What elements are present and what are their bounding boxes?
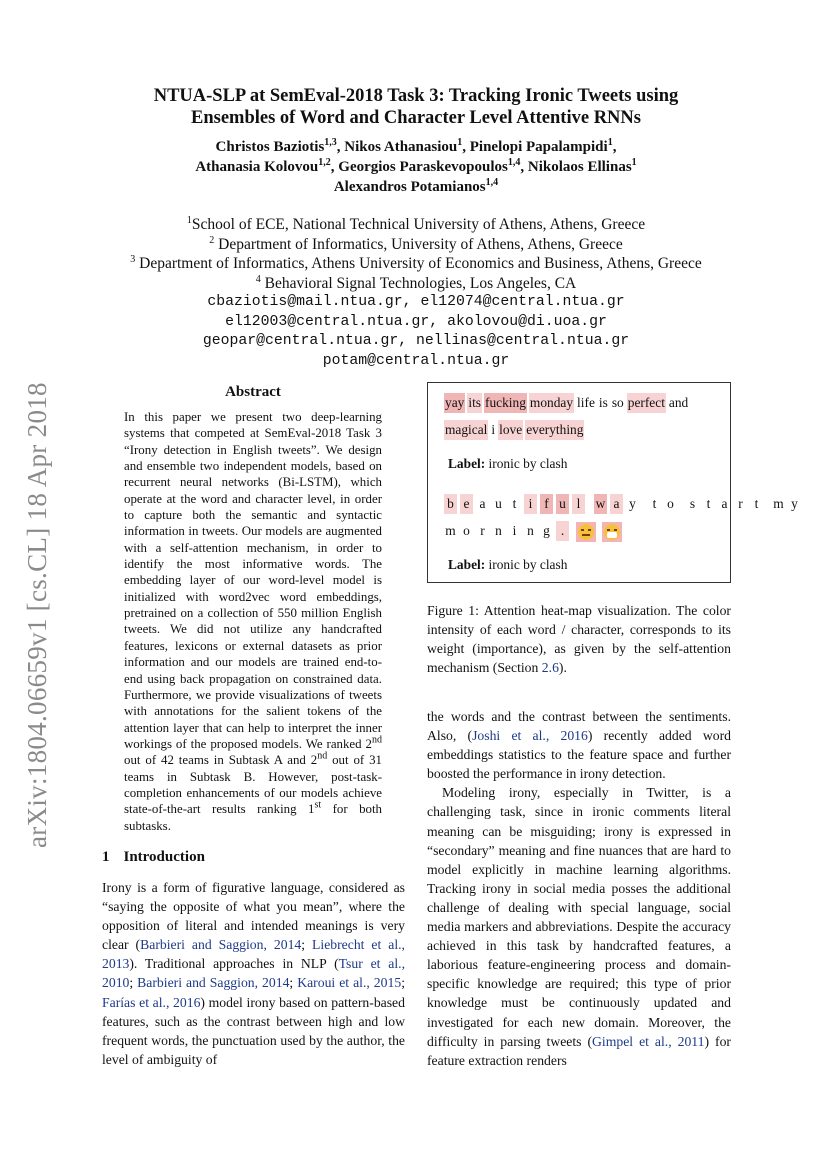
heat-char: l: [572, 494, 585, 514]
persevering-face-icon: [576, 522, 596, 542]
citation-link[interactable]: Barbieri and Saggion, 2014: [140, 937, 302, 953]
heat-char: s: [689, 496, 696, 511]
heat-char: t: [652, 496, 657, 511]
affiliation-line: $^2$ Department of Informatics, University of Athens, Athens, Greece: [209, 234, 623, 253]
author-name: Athanasia Kolovou: [195, 159, 319, 175]
heat-word: is: [598, 395, 608, 410]
heat-char: o: [667, 496, 674, 511]
heat-word: monday: [529, 393, 574, 413]
affiliation-line: $^4$ Behavioral Signal Technologies, Los Angeles, CA: [255, 273, 577, 292]
heat-char: n: [527, 523, 534, 538]
heat-char: i: [524, 494, 537, 514]
abstract-heading: Abstract: [225, 384, 281, 400]
heat-word: i: [491, 422, 496, 437]
citation-link[interactable]: Karoui et al., 2015: [297, 975, 402, 991]
figure-attention-heatmap: [427, 382, 798, 583]
heat-word: everything: [525, 420, 584, 440]
arxiv-identifier: arXiv:1804.06659v1 [cs.CL] 18 Apr 2018: [22, 382, 52, 848]
heat-char: g: [543, 523, 550, 538]
tweet-2-line-1: [444, 494, 804, 514]
citation-link[interactable]: Tsur et al., 2010: [102, 956, 406, 991]
email-line: cbaziotis@mail.ntua.gr, el12074@central.ntua.gr: [207, 294, 625, 310]
heat-char: m: [773, 496, 784, 511]
heat-char: i: [512, 523, 517, 538]
heat-word: love: [498, 420, 523, 440]
section-heading-introduction: [102, 849, 205, 866]
email-line: geopar@central.ntua.gr, nellinas@central.ntua.gr: [202, 333, 630, 349]
mask-face-icon: [602, 522, 622, 542]
affiliation-line: $^1$School of ECE, National Technical University of Athens, Athens, Greece: [186, 214, 646, 233]
title-line-1: NTUA-SLP at SemEval-2018 Task 3: Tracking Ironic Tweets using: [153, 86, 679, 106]
heat-char: o: [463, 523, 470, 538]
heat-char: f: [540, 494, 553, 514]
citation-link[interactable]: Liebrecht et al., 2013: [102, 937, 405, 972]
section-reference-link[interactable]: 2.6: [541, 660, 559, 676]
paragraph: Modeling irony, especially in Twitter, is a challenging task, since in ironic comments literal meaning can be misguiding; irony is expressed in “secondary” meaning and fine nuances that are hard to model explicitly in machine learning algorithms. Tracking irony in social media posses the additional challenge of dealing with special language, social media markers and abbreviations. Despite the accuracy achieved in this task by handcrafted features, a laborious feature-engineering process and domain-specific knowledge are required; this type of prior knowledge must be continuously updated and investigated for each new domain. Moreover, the difficulty in parsing tweets (Gimpel et al., 2011) for feature extraction renders: [427, 785, 731, 1068]
heat-word: magical: [444, 420, 488, 440]
citation-link[interactable]: Gimpel et al., 2011: [592, 1033, 705, 1049]
heat-word: its: [467, 393, 482, 413]
abstract-body: In this paper we present two deep-learning systems that competed at SemEval-2018 Task 3 “Irony detection in English tweets”. We design and ensemble two independent models, based on recurrent neural networks (Bi-LSTM), which operate at the word and character level, in order to capture both the semantic and syntactic information in tweets. Our models are augmented with a self-attention mechanism, in order to identify the most informative words. The embedding layer of our word-level model is initialized with word2vec word embeddings, pretrained on a collection of 550 million English tweets. We did not utilize any handcrafted features, lexicons or external datasets as prior information and our models are trained end-to-end using back propagation on constrained data. Furthermore, we provide visualizations of tweets with annotations for the salient tokens of the attention layer that can help to interpret the inner workings of the proposed models. We ranked 2nd out of 42 teams in Subtask A and 2nd out of 31 teams in Subtask B. However, post-task-completion enhancements of our models achieve state-of-the-art results ranking 1st for both subtasks.: [124, 410, 382, 833]
heat-word: so: [611, 395, 624, 410]
author-list: Christos Baziotis$^{1,3}$, Nikos Athanasiou$^1$, Pinelopi Papalampidi$^1$, Athanasia Kolovou$^{1,2}$, Georgios Paraskevopoulos$^{1,4}$, Nikolaos Ellinas$^1$ Alexandros Potamianos$^{1,4}$: [195, 137, 637, 195]
tweet-2-line-2: [444, 521, 624, 541]
intro-paragraph: Irony is a form of figurative language, considered as “saying the opposite of what you mean”, where the opposition of literal and intended meanings is very clear (Barbieri and Saggion, 2014; Liebrecht et al., 2013). Traditional approaches in NLP (Tsur et al., 2010; Barbieri and Saggion, 2014; Karoui et al., 2015; Farías et al., 2016) model irony based on pattern-based features, such as the contrast between high and low frequent words, the punctuation used by the author, the level of ambiguity of: [102, 880, 406, 1067]
heat-char: n: [495, 523, 502, 538]
author-name: Nikolaos Ellinas: [527, 159, 632, 175]
heat-word: yay: [444, 393, 465, 413]
tweet-1-label: Label: ironic by clash: [448, 456, 568, 471]
heat-char: r: [480, 523, 485, 538]
heat-char: .: [556, 521, 569, 541]
tweet-2-label: Label: ironic by clash: [448, 557, 568, 572]
email-line: potam@central.ntua.gr: [322, 352, 510, 369]
author-name: Nikos Athanasiou: [344, 139, 458, 155]
author-name: Georgios Paraskevopoulos: [338, 159, 508, 175]
citation-link[interactable]: Farías et al., 2016: [102, 994, 201, 1010]
affiliation-line: $^3$ Department of Informatics, Athens University of Economics and Business, Athens, Greece: [130, 253, 702, 272]
email-line: el12003@central.ntua.gr, akolovou@di.uoa.gr: [225, 313, 607, 330]
heat-char: t: [512, 496, 517, 511]
heat-word: perfect: [627, 393, 666, 413]
heat-char: e: [460, 494, 473, 514]
section-title: Introduction: [123, 849, 205, 865]
heat-char: t: [754, 496, 759, 511]
paragraph: the words and the contrast between the sentiments. Also, (Joshi et al., 2016) recently added word embeddings statistics to the feature space and further boosted the performance in irony detection.: [427, 709, 731, 782]
tweet-1-line-1: [444, 393, 691, 413]
heat-char: u: [556, 494, 569, 514]
heat-char: r: [738, 496, 743, 511]
paper-title: [80, 85, 752, 129]
heat-char: b: [444, 494, 457, 514]
heat-word: fucking: [484, 393, 527, 413]
citation-link[interactable]: Joshi et al., 2016: [472, 728, 588, 744]
figure-caption: Figure 1: Attention heat-map visualization. The color intensity of each word / character, corresponds to its weight (importance), as given by the self-attention mechanism (Section 2.6).: [427, 603, 731, 676]
citation-link[interactable]: Barbieri and Saggion, 2014: [137, 975, 290, 991]
author-name: Pinelopi Papalampidi: [469, 139, 608, 155]
heat-char: a: [610, 494, 623, 514]
heat-char: y: [629, 496, 636, 511]
right-column-text: [427, 707, 731, 1070]
author-name: Christos Baziotis: [215, 139, 325, 155]
tweet-1-line-2: [444, 420, 586, 440]
heat-char: w: [594, 494, 607, 514]
heat-char: a: [721, 496, 728, 511]
heat-char: m: [445, 523, 456, 538]
heat-char: u: [495, 496, 502, 511]
heat-char: a: [479, 496, 486, 511]
section-number: 1: [102, 849, 110, 865]
heat-word: life: [577, 395, 595, 410]
heat-char: t: [706, 496, 711, 511]
heat-word: and: [668, 395, 689, 410]
author-name: Alexandros Potamianos: [333, 179, 486, 195]
heat-char: y: [791, 496, 798, 511]
title-line-2: Ensembles of Word and Character Level Attentive RNNs: [191, 108, 641, 128]
affiliations: [70, 215, 762, 371]
